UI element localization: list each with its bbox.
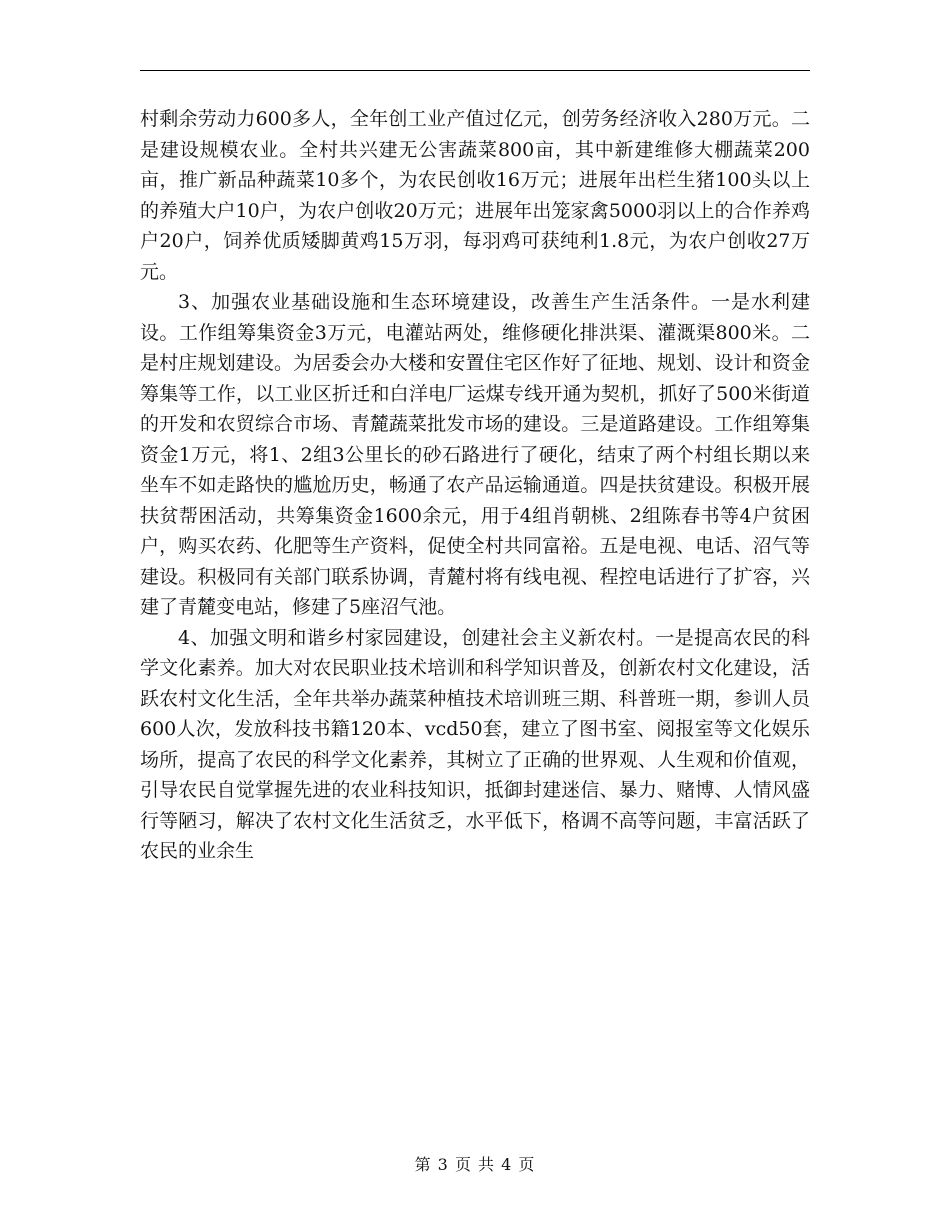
body-text <box>140 104 810 867</box>
paragraph-infrastructure: 3、加强农业基础设施和生态环境建设，改善生产生活条件。一是水利建设。工作组筹集资金3万元，电灌站两处，维修硬化排洪渠、灌溉渠800米。二是村庄规划建设。为居委会办大楼和安置住宅区作好了征地、规划、设计和资金筹集等工作，以工业区折迁和白洋电厂运煤专线开通为契机，抓好了500米街道的开发和农贸综合市场、青麓蔬菜批发市场的建设。三是道路建设。工作组筹集资金1万元，将1、2组3公里长的砂石路进行了硬化，结束了两个村组长期以来坐车不如走路快的尴尬历史，畅通了农产品运输通道。四是扶贫建设。积极开展扶贫帮困活动，共筹集资金1600余元，用于4组肖朝桃、2组陈春书等4户贫困户，购买农药、化肥等生产资料，促使全村共同富裕。五是电视、电话、沼气等建设。积极同有关部门联系协调，青麓村将有线电视、程控电话进行了扩容，兴建了青麓变电站，修建了5座沼气池。 <box>140 291 810 618</box>
page-number-footer: 第 3 页 共 4 页 <box>414 1155 536 1174</box>
paragraph-civilization: 4、加强文明和谐乡村家园建设，创建社会主义新农村。一是提高农民的科学文化素养。加大对农民职业技术培训和科学知识普及，创新农村文化建设，活跃农村文化生活，全年共举办蔬菜种植技术培训班三期、科普班一期，参训人员600人次，发放科技书籍120本、vcd50套，建立了图书室、阅报室等文化娱乐场所，提高了农民的科学文化素养，其树立了正确的世界观、人生观和价值观，引导农民自觉掌握先进的农业科技知识，抵御封建迷信、暴力、赌博、人情风盛行等陋习，解决了农村文化生活贫乏，水平低下，格调不高等问题，丰富活跃了农民的业余生 <box>140 626 810 862</box>
paragraph-continuation: 村剩余劳动力600多人，全年创工业产值过亿元，创劳务经济收入280万元。二是建设规模农业。全村共兴建无公害蔬菜800亩，其中新建维修大棚蔬菜200亩，推广新品种蔬菜10多个，为农民创收16万元；进展年出栏生猪100头以上的养殖大户10户，为农户创收20万元；进展年出笼家禽5000羽以上的合作养鸡户20户，饲养优质矮脚黄鸡15万羽，每羽鸡可获纯利1.8元，为农户创收27万元。 <box>140 108 810 283</box>
header-rule <box>140 70 810 71</box>
